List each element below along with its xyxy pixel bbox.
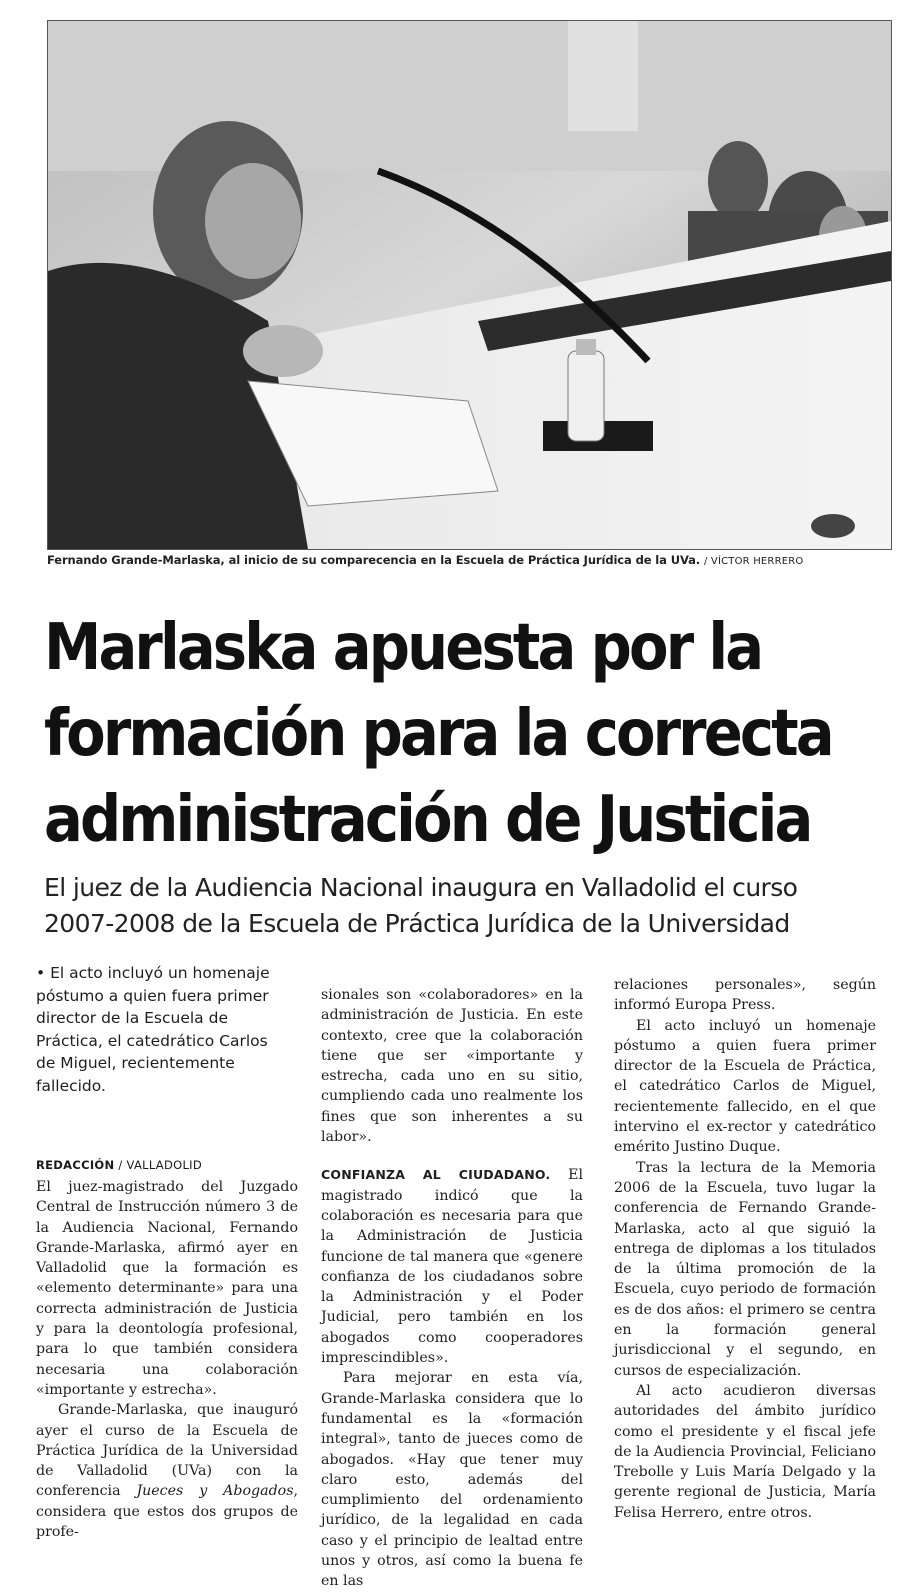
paragraph-text: , considera que estos dos grupos de profe- <box>36 1483 298 1541</box>
paragraph-text: Grande-Marlaska, que inauguró ayer el curso de la Escuela de Práctica Jurídica de la Universidad de Valladolid (UVa) con la conferencia <box>36 1402 298 1500</box>
headline-line-1: Marlaska apuesta por la <box>44 611 762 685</box>
article-column-1 <box>36 1177 298 1542</box>
paragraph: Para mejorar en esta vía, Grande-Marlaska considera que lo fundamental es la «formación integral», tanto de jueces como de abogados. «Hay que tener muy claro esto, además del cumplimiento del ordenamiento jurídico, de la legalidad en cada caso y el principio de lealtad entre unos y otros, así como la buena fe en las <box>321 1370 583 1590</box>
subheadline-line-1: El juez de la Audiencia Nacional inaugura en Valladolid el curso <box>44 873 798 902</box>
headline-line-3: administración de Justicia <box>44 783 811 857</box>
paragraph-text: El magistrado indicó que la colaboración es necesaria para que la Administración de Justicia funcione de tal manera que «genere confianza de los ciudadanos sobre la Administración y el Poder Judicial, pero también en los abogados como cooperadores imprescindibles». <box>321 1167 584 1367</box>
conference-title: Jueces y Abogados <box>136 1483 294 1500</box>
paragraph: relaciones personales», según informó Europa Press. <box>614 977 876 1014</box>
lead-summary: • El acto incluyó un homenaje póstumo a quien fuera primer director de la Escuela de Práctica, el catedrático Carlos de Miguel, recientemente fallecido. <box>36 964 270 1095</box>
section-heading: CONFIANZA AL CIUDADANO. <box>321 1167 551 1183</box>
article-column-3 <box>614 975 876 1523</box>
byline <box>36 1158 202 1172</box>
news-photo <box>47 20 892 550</box>
paragraph: Al acto acudieron diversas autoridades del ámbito jurídico como el presidente y el fiscal jefe de la Audiencia Provincial, Feliciano Trebolle y Luis María Delgado y la gerente regional de Justicia, María Felisa Herrero, entre otros. <box>614 1382 876 1521</box>
byline-author: REDACCIÓN <box>36 1158 115 1172</box>
paragraph <box>321 1165 583 1368</box>
paragraph: Tras la lectura de la Memoria 2006 de la Escuela, tuvo lugar la conferencia de Fernando Grande-Marlaska, acto al que siguió la entrega de diplomas a los titulados de la última promoción de la Escuela, cuyo periodo de formación es de dos años: el primero se centra en la formación general jurisdiccional y el segundo, en cursos de especialización. <box>614 1159 876 1379</box>
paragraph: El juez-magistrado del Juzgado Central de Instrucción número 3 de la Audiencia Nacional, Fernando Grande-Marlaska, afirmó ayer en Valladolid que la formación es «elemento determinante» para una correcta administración de Justicia y para la deontología profesional, para lo que también considera necesaria una colaboración «importante y estrecha». <box>36 1179 298 1398</box>
subheadline <box>44 870 894 942</box>
caption-text: Fernando Grande-Marlaska, al inicio de su comparecencia en la Escuela de Práctica Jurídica de la UVa. <box>47 553 701 567</box>
headline-line-2: formación para la correcta <box>44 697 832 771</box>
paragraph: El acto incluyó un homenaje póstumo a quien fuera primer director de la Escuela de Práctica, el catedrático Carlos de Miguel, recientemente fallecido, en el que intervino el ex-rector y catedrático emérito Justino Duque. <box>614 1017 876 1156</box>
headline <box>44 605 832 863</box>
paragraph: sionales son «colaboradores» en la administración de Justicia. En este contexto, cree que la colaboración tiene que ser «importante y estrecha, cada uno en su sitio, cumpliendo cada uno realmente los fines que son inherentes a su labor». <box>321 987 583 1146</box>
article-column-2 <box>321 985 583 1592</box>
photo-credit: / VÍCTOR HERRERO <box>703 556 804 567</box>
paragraph <box>36 1400 298 1542</box>
photo-caption <box>47 553 897 567</box>
byline-place: / VALLADOLID <box>118 1158 203 1172</box>
subheadline-line-2: 2007-2008 de la Escuela de Práctica Jurídica de la Universidad <box>44 909 790 938</box>
